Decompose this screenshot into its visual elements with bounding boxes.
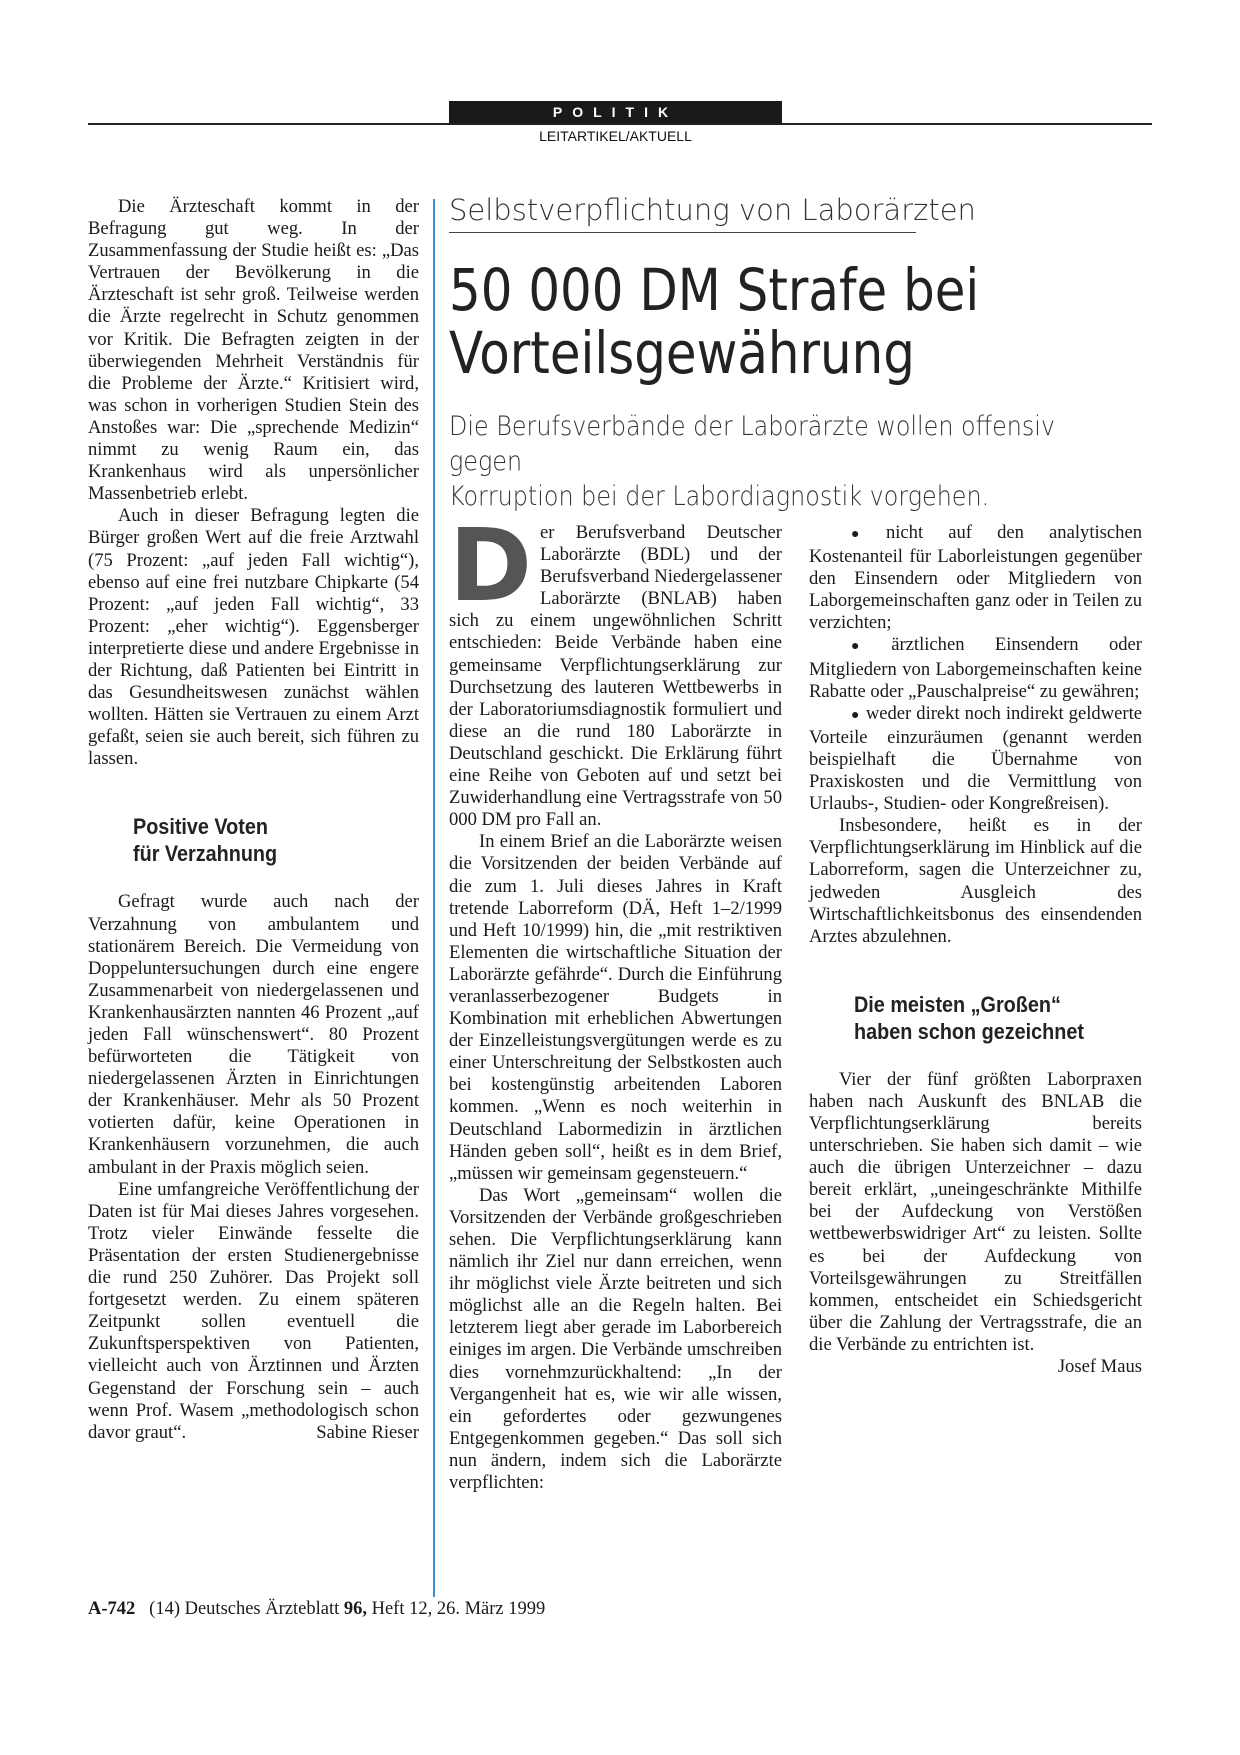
subheading: Positive Voten für Verzahnung <box>133 814 278 867</box>
middle-column <box>449 522 782 1602</box>
paragraph: Auch in dieser Befragung legten die Bürger großen Wert auf die freie Arztwahl (75 Prozent: „auf jeden Fall wichtig“), ebenso auf eine frei nutzbare Chipkarte (54 Prozent: „auf jeden Fall wichtig“, 33 Prozent: „eher wichtig“). Eggensberger interpretierte diese und andere Ergebnisse in der Richtung, daß Patienten bei Eintritt in das Gesundheitswesen zunächst wählen wollten. Hätten sie Vertrauen zu einem Arzt gefaßt, seien sie auch bereit, sich führen zu lassen. <box>88 505 419 770</box>
paragraph: Die Ärzteschaft kommt in der Befragung gut weg. In der Zusammenfassung der Studie heißt es: „Das Vertrauen der Bevölkerung in die Ärzteschaft ist sehr groß. Teilweise werden die Ärzte regelrecht in Schutz genommen vor Kritik. Die Befragten zeigten in der überwiegenden Mehrheit Verständnis für die Probleme der Ärzte.“ Kritisiert wird, was schon in vorherigen Studien Stein des Anstoßes war: Die „sprechende Medizin“ nimmt zu wenig Raum ein, das Krankenhaus wird als unpersönlicher Massenbetrieb erlebt. <box>88 196 419 505</box>
left-column <box>88 196 419 1444</box>
page-number: A-742 <box>88 1599 136 1619</box>
article-headline: 50 000 DM Strafe bei Vorteilsgewährung <box>449 256 980 387</box>
section-banner: POLITIK <box>449 101 782 123</box>
list-item: ● weder direkt noch indirekt geldwerte Vorteile einzuräumen (genannt werden beispielhaft die Übernahme von Praxiskosten und die Vermittlung von Urlaubs-, Studien- oder Kongreßreisen). <box>809 703 1142 815</box>
page-footer <box>88 1599 545 1620</box>
issue-label: (14) Deutsches Ärzteblatt <box>149 1599 340 1619</box>
article-lead: Die Berufsverbände der Laborärzte wollen offensiv gegen Korruption bei der Labordiagnostik vorgehen. <box>449 411 1056 512</box>
right-column <box>809 522 1142 1378</box>
subheading: Die meisten „Großen“ haben schon gezeichnet <box>854 991 1084 1044</box>
author-signature: Sabine Rieser <box>316 1421 419 1443</box>
paragraph: Der Berufsverband Deutscher Laborärzte (BDL) und der Berufsverband Niedergelassener Laborärzte (BNLAB) haben sich zu einem ungewöhnlichen Schritt entschieden: Beide Verbände haben eine gemeinsame Verpflichtungserklärung zur Durchsetzung des lauteren Wettbewerbs in der Laboratoriumsdiagnostik formuliert und diese an die rund 180 Laborärzte in Deutschland geschickt. Die Erklärung führt eine Reihe von Geboten auf und setzt bei Zuwiderhandlung eine Vertragsstrafe von 50 000 DM pro Fall an. <box>449 522 782 831</box>
article-kicker: Selbstverpflichtung von Laborärzten <box>449 190 916 233</box>
header-rule <box>88 123 1152 125</box>
column-divider <box>433 199 435 1597</box>
paragraph: Eine umfangreiche Veröffentlichung der Daten ist für Mai dieses Jahres vorgesehen. Trotz vieler Einwände fesselte die Präsentation der ersten Studienergebnisse die rund 250 Zuhörer. Das Projekt soll fortgesetzt werden. Zu einem späteren Zeitpunkt sollen eventuell die Zukunftsperspektiven von Patienten, vielleicht auch von Ärztinnen und Ärzten Gegenstand der Forschung sein – auch wenn Prof. Wasem „methodologisch schon davor graut“. Sabine Rieser <box>88 1178 419 1443</box>
paragraph: Gefragt wurde auch nach der Verzahnung von ambulantem und stationärem Bereich. Die Vermeidung von Doppeluntersuchungen durch eine engere Zusammenarbeit von niedergelassenen und Krankenhausärzten nannten 46 Prozent „auf jeden Fall wünschenswert“. 80 Prozent befürworteten die Tätigkeit von niedergelassenen Ärzten in Einrichtungen der Krankenhäuser. Mehr als 50 Prozent votierten dafür, keine Operationen in Krankenhäusern vorzunehmen, die auch ambulant in der Praxis möglich seien. <box>88 891 419 1178</box>
paragraph: Das Wort „gemeinsam“ wollen die Vorsitzenden der Verbände großgeschrieben sehen. Die Verpflichtungserklärung kann nämlich ihr Ziel nur dann erreichen, wenn ihr möglichst viele Ärzte beitreten und sich möglichst alle an die Regeln halten. Bei letzterem liegt aber gerade im Laborbereich einiges im argen. Die Verbände umschreiben dies vornehmzurückhaltend: „In der Vergangenheit hat es, wie wir alle wissen, ein gefordertes oder gezwungenes Entgegenkommen gegeben.“ Das soll sich nun ändern, indem sich die Laborärzte verpflichten: <box>449 1184 782 1494</box>
paragraph: Insbesondere, heißt es in der Verpflichtungserklärung im Hinblick auf die Laborreform, sagen die Unterzeichner zu, jedweden Ausgleich des Wirtschaftlichkeitsbonus des einsendenden Arztes abzulehnen. <box>809 815 1142 947</box>
list-item: ● nicht auf den analytischen Kostenanteil für Laborleistungen gegenüber den Einsendern oder Mitgliedern von Laborgemeinschaften ganz oder in Teilen zu verzichten; <box>809 522 1142 634</box>
paragraph: In einem Brief an die Laborärzte weisen die Vorsitzenden der beiden Verbände auf die zum 1. Juli dieses Jahres in Kraft tretende Laborreform (DÄ, Heft 1–2/1999 und Heft 10/1999) hin, die „mit restriktiven Elementen die wirtschaftliche Situation der Laborärzte gefährde“. Durch die Einführung veranlasserbezogener Budgets in Kombination mit erheblichen Abwertungen der Einzelleistungsvergütungen werde es zu einer Unterschreitung der Selbstkosten auch bei kostengünstig arbeitenden Laboren kommen. „Wenn es noch weiterhin in Deutschland Labormedizin in ärztlichen Händen geben soll“, heißt es in dem Brief, „müssen wir gemeinsam gegensteuern.“ <box>449 831 782 1184</box>
paragraph: Vier der fünf größten Laborpraxen haben nach Auskunft des BNLAB die Verpflichtungserklärung bereits unterschrieben. Sie haben sich damit – wie auch die übrigen Unterzeichner – dazu bereit erklärt, „uneingeschränkte Mithilfe bei der Aufdeckung von Verstößen wettbewerbswidriger Art“ zu leisten. Sollte es bei der Aufdeckung von Vorteilsgewährungen zu Streitfällen kommen, entscheidet ein Schiedsgericht über die Zahlung der Vertragsstrafe, die an die Verbände zu entrichten ist. Josef Maus <box>809 1068 1142 1377</box>
issue-date: Heft 12, 26. März 1999 <box>371 1599 546 1619</box>
author-signature: Josef Maus <box>1057 1356 1142 1377</box>
volume-number: 96, <box>343 1599 367 1619</box>
subsection-label: LEITARTIKEL/AKTUELL <box>539 128 692 144</box>
list-item: ● ärztlichen Einsendern oder Mitgliedern von Laborgemeinschaften keine Rabatte oder „Pauschalpreise“ zu gewähren; <box>809 634 1142 702</box>
drop-cap: D <box>449 522 533 624</box>
